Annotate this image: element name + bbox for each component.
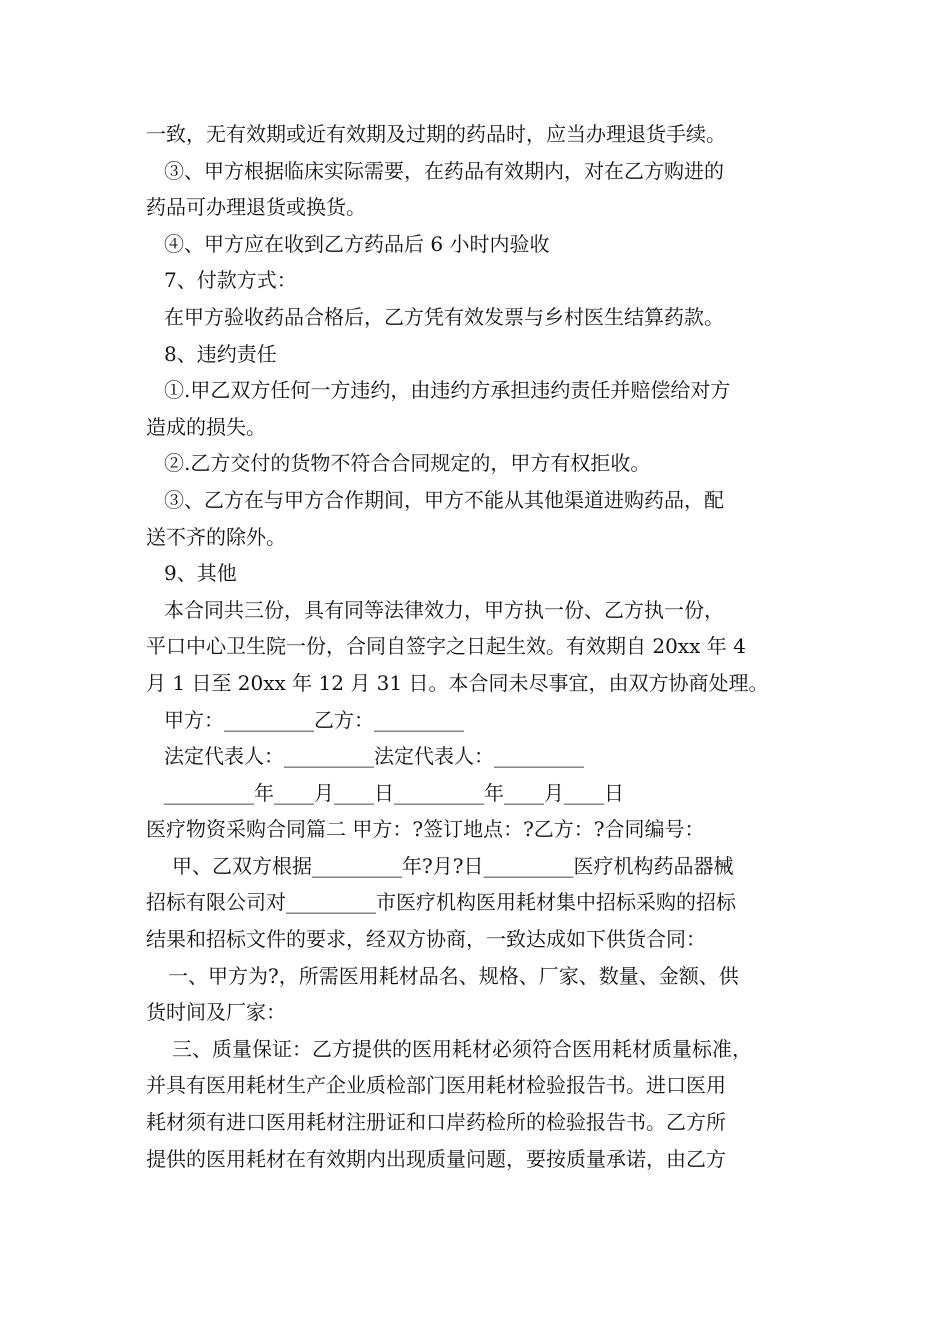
text-line: 月 1 日至 20xx 年 12 月 31 日。本合同未尽事宜，由双方协商处理。 (146, 670, 769, 695)
text-line: 药品可办理退货或换货。 (146, 195, 366, 220)
signature-line-party: 甲方：_________乙方：_________ (164, 707, 464, 732)
text-line: ③、乙方在与甲方合作期间，甲方不能从其他渠道进购药品，配 (164, 487, 724, 512)
text-line: 送不齐的除外。 (146, 524, 286, 549)
text-line: 平口中心卫生院一份，合同自签字之日起生效。有效期自 20xx 年 4 (146, 634, 746, 659)
text-line: 造成的损失。 (146, 414, 266, 439)
section-heading: 9、其他 (164, 561, 237, 586)
text-line: 耗材须有进口医用耗材注册证和口岸药检所的检验报告书。乙方所 (146, 1110, 726, 1135)
text-line: ①.甲乙双方任何一方违约，由违约方承担违约责任并赔偿给对方 (164, 378, 731, 403)
text-line: ②.乙方交付的货物不符合合同规定的，甲方有权拒收。 (164, 451, 651, 476)
text-line: 货时间及厂家： (146, 1000, 286, 1025)
signature-line-date: _________年____月____日_________年____月____日 (164, 780, 624, 805)
text-line: 一致，无有效期或近有效期及过期的药品时，应当办理退货手续。 (146, 122, 726, 146)
text-line: 提供的医用耗材在有效期内出现质量问题，要按质量承诺，由乙方 (146, 1146, 726, 1171)
text-line: 一、甲方为?，所需医用耗材品名、规格、厂家、数量、金额、供 (168, 963, 739, 988)
text-line: 三、质量保证：乙方提供的医用耗材必须符合医用耗材质量标准， (172, 1036, 752, 1061)
section-heading: 8、违约责任 (164, 341, 277, 366)
text-line: ③、甲方根据临床实际需要，在药品有效期内，对在乙方购进的 (164, 158, 724, 183)
document-body (146, 116, 816, 1177)
contract-title-line: 医疗物资采购合同篇二 甲方：?签订地点：?乙方：?合同编号： (146, 817, 705, 842)
text-line: 招标有限公司对_________市医疗机构医用耗材集中招标采购的招标 (146, 890, 736, 915)
text-line: 并具有医用耗材生产企业质检部门医用耗材检验报告书。进口医用 (146, 1073, 726, 1098)
text-line: ④、甲方应在收到乙方药品后 6 小时内验收 (164, 231, 550, 256)
section-heading: 7、付款方式： (164, 268, 297, 293)
text-line: 本合同共三份，具有同等法律效力，甲方执一份、乙方执一份， (164, 597, 724, 622)
text-line: 在甲方验收药品合格后，乙方凭有效发票与乡村医生结算药款。 (164, 304, 724, 329)
text-line: 甲、乙双方根据_________年?月?日_________医疗机构药品器械 (172, 853, 734, 878)
text-line: 结果和招标文件的要求，经双方协商，一致达成如下供货合同： (146, 927, 706, 952)
signature-line-representative: 法定代表人：_________法定代表人：_________ (164, 744, 584, 769)
